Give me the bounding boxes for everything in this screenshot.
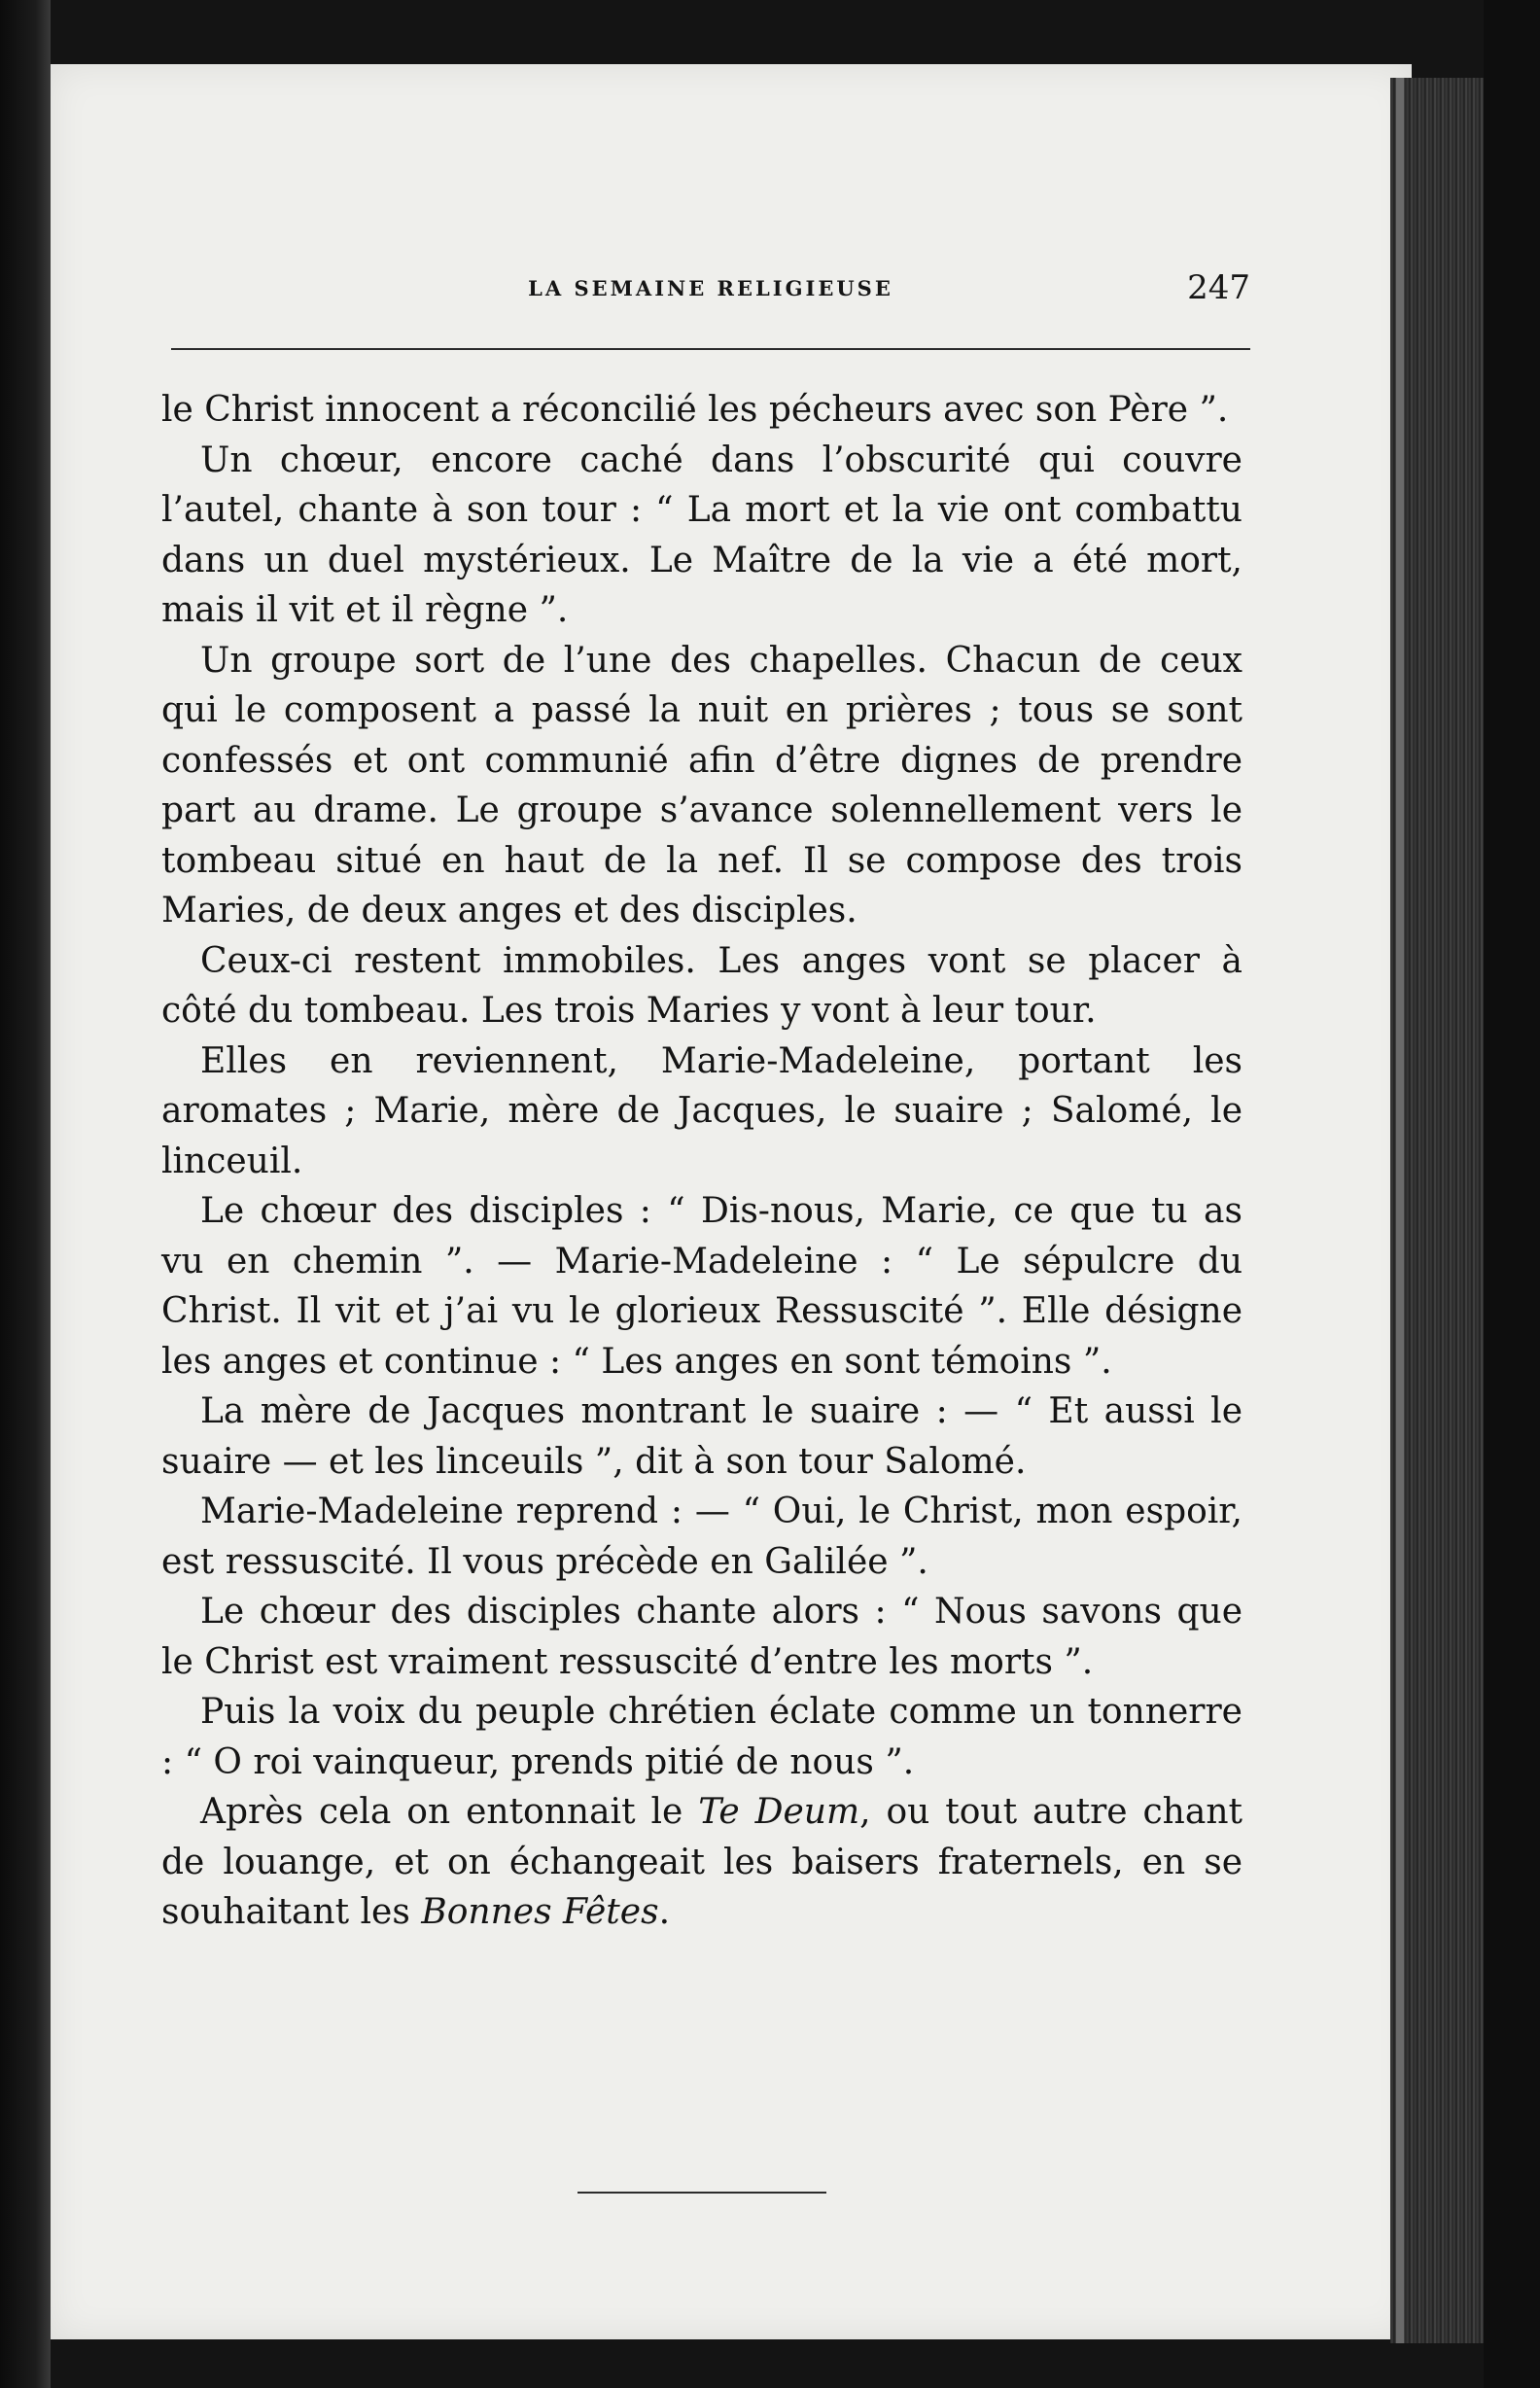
header-rule — [171, 348, 1250, 350]
paragraph-8: Marie-Madeleine reprend : — “ Oui, le Christ, mon espoir, est ressuscité. Il vous précède en Galilée ”. — [161, 1492, 1242, 1582]
italic-te-deum: Te Deum — [698, 1792, 860, 1832]
scan-background-right — [1484, 0, 1540, 2388]
adjacent-page-edge — [0, 0, 51, 2388]
paragraph-9: Le chœur des disciples chante alors : “ Nous savons que le Christ est vraiment ressuscité d’entre les morts ”. — [161, 1592, 1242, 1682]
paragraph-3: Un groupe sort de l’une des chapelles. Chacun de ceux qui le composent a passé la nuit en prières ; tous se sont confessés et ont communié afin d’être dignes de prendre part au drame. Le groupe s’avance solennellement vers le tombeau situé en haut de la nef. Il se compose des trois Maries, de deux anges et des disciples. — [161, 640, 1242, 931]
book-page-stack-edge — [1390, 78, 1484, 2343]
body-text — [161, 385, 1242, 1938]
paragraph-4: Ceux-ci restent immobiles. Les anges vont se placer à côté du tombeau. Les trois Maries y vont à leur tour. — [161, 940, 1242, 1031]
paragraph-2: Un chœur, encore caché dans l’obscurité qui couvre l’autel, chante à son tour : “ La mort et la vie ont combattu dans un duel mystérieux. Le Maître de la vie a été mort, mais il vit et il règne ”. — [161, 439, 1242, 630]
paragraph-11 — [161, 1787, 1242, 1938]
running-header — [171, 268, 1250, 311]
running-title: LA SEMAINE RELIGIEUSE — [528, 276, 893, 300]
paragraph-7: La mère de Jacques montrant le suaire : — “ Et aussi le suaire — et les linceuils ”, dit à son tour Salomé. — [161, 1391, 1242, 1482]
paragraph-1: le Christ innocent a réconcilié les pécheurs avec son Père ”. — [161, 390, 1229, 430]
italic-bonnes-fetes: Bonnes Fêtes — [421, 1892, 659, 1932]
paragraph-10: Puis la voix du peuple chrétien éclate comme un tonnerre : “ O roi vainqueur, prends pitié de nous ”. — [161, 1692, 1242, 1782]
paragraph-11-text-c: . — [658, 1892, 671, 1932]
paragraph-11-text-b: , ou tout autre chant de louange, et on échangeait les baisers fraternels, en se souhaitant les — [161, 1792, 1242, 1932]
paragraph-5: Elles en reviennent, Marie-Madeleine, portant les aromates ; Marie, mère de Jacques, le suaire ; Salomé, le linceuil. — [161, 1040, 1242, 1181]
paragraph-6: Le chœur des disciples : “ Dis-nous, Marie, ce que tu as vu en chemin ”. — Marie-Madeleine : “ Le sépulcre du Christ. Il vit et j’ai vu le glorieux Ressuscité ”. Elle désigne les anges et continue : “ Les anges en sont témoins ”. — [161, 1191, 1242, 1382]
page-edge-highlight — [1396, 78, 1404, 2343]
end-rule — [578, 2192, 826, 2194]
page-number: 247 — [1187, 268, 1250, 307]
paragraph-11-text-a: Après cela on entonnait le — [200, 1792, 699, 1832]
